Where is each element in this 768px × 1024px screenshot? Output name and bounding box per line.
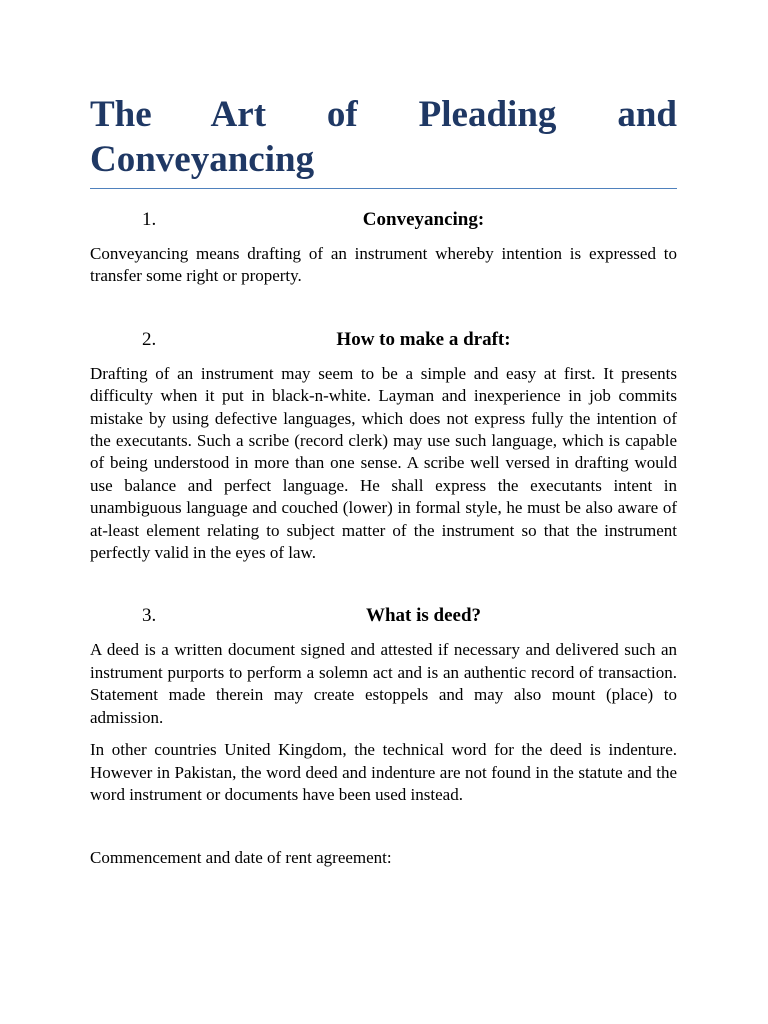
section-paragraph: Conveyancing means drafting of an instrument whereby intention is expressed to transfer some right or property. — [90, 244, 677, 286]
document-page — [90, 92, 677, 870]
section-heading-how-to-make-draft — [90, 327, 677, 353]
title-line-1: The Art of Pleading and — [90, 94, 677, 135]
section-heading-conveyancing — [90, 207, 677, 233]
section-number: 3. — [142, 605, 157, 627]
section-heading-text: Conveyancing: — [362, 209, 485, 230]
document-title — [90, 92, 677, 189]
section-paragraph: A deed is a written document signed and attested if necessary and delivered such an instrument purports to perform a solemn act and is an authentic record of transaction. Statement made therein may create estoppels and may also mount (place) to admission. — [90, 640, 677, 727]
section-paragraph: In other countries United Kingdom, the technical word for the deed is indenture. However in Pakistan, the word deed and indenture are not found in the statute and the word instrument or documents have been used instead. — [90, 740, 677, 804]
section-heading-text: How to make a draft: — [336, 328, 511, 350]
closing-line: Commencement and date of rent agreement: — [90, 848, 392, 868]
section-number: 1. — [142, 209, 157, 230]
section-number: 2. — [142, 328, 157, 350]
section-paragraph: Drafting of an instrument may seem to be a simple and easy at first. It presents difficulty when it put in black-n-white. Layman and inexperience in job commits mistake by using defective languages, which does not express fully the intention of the executants. Such a scribe (record clerk) may use such language, which is capable of being understood in more than one sense. A scribe well versed in drafting would use balance and perfect language. He shall express the executants intent in unambiguous language and couched (lower) in formal style, he must be also aware of at-least element relating to subject matter of the instrument so that the instrument perfectly valid in the eyes of law. — [90, 363, 677, 563]
section-heading-text: What is deed? — [365, 605, 482, 627]
section-heading-what-is-deed — [90, 603, 677, 629]
title-line-2: Conveyancing — [90, 139, 315, 180]
